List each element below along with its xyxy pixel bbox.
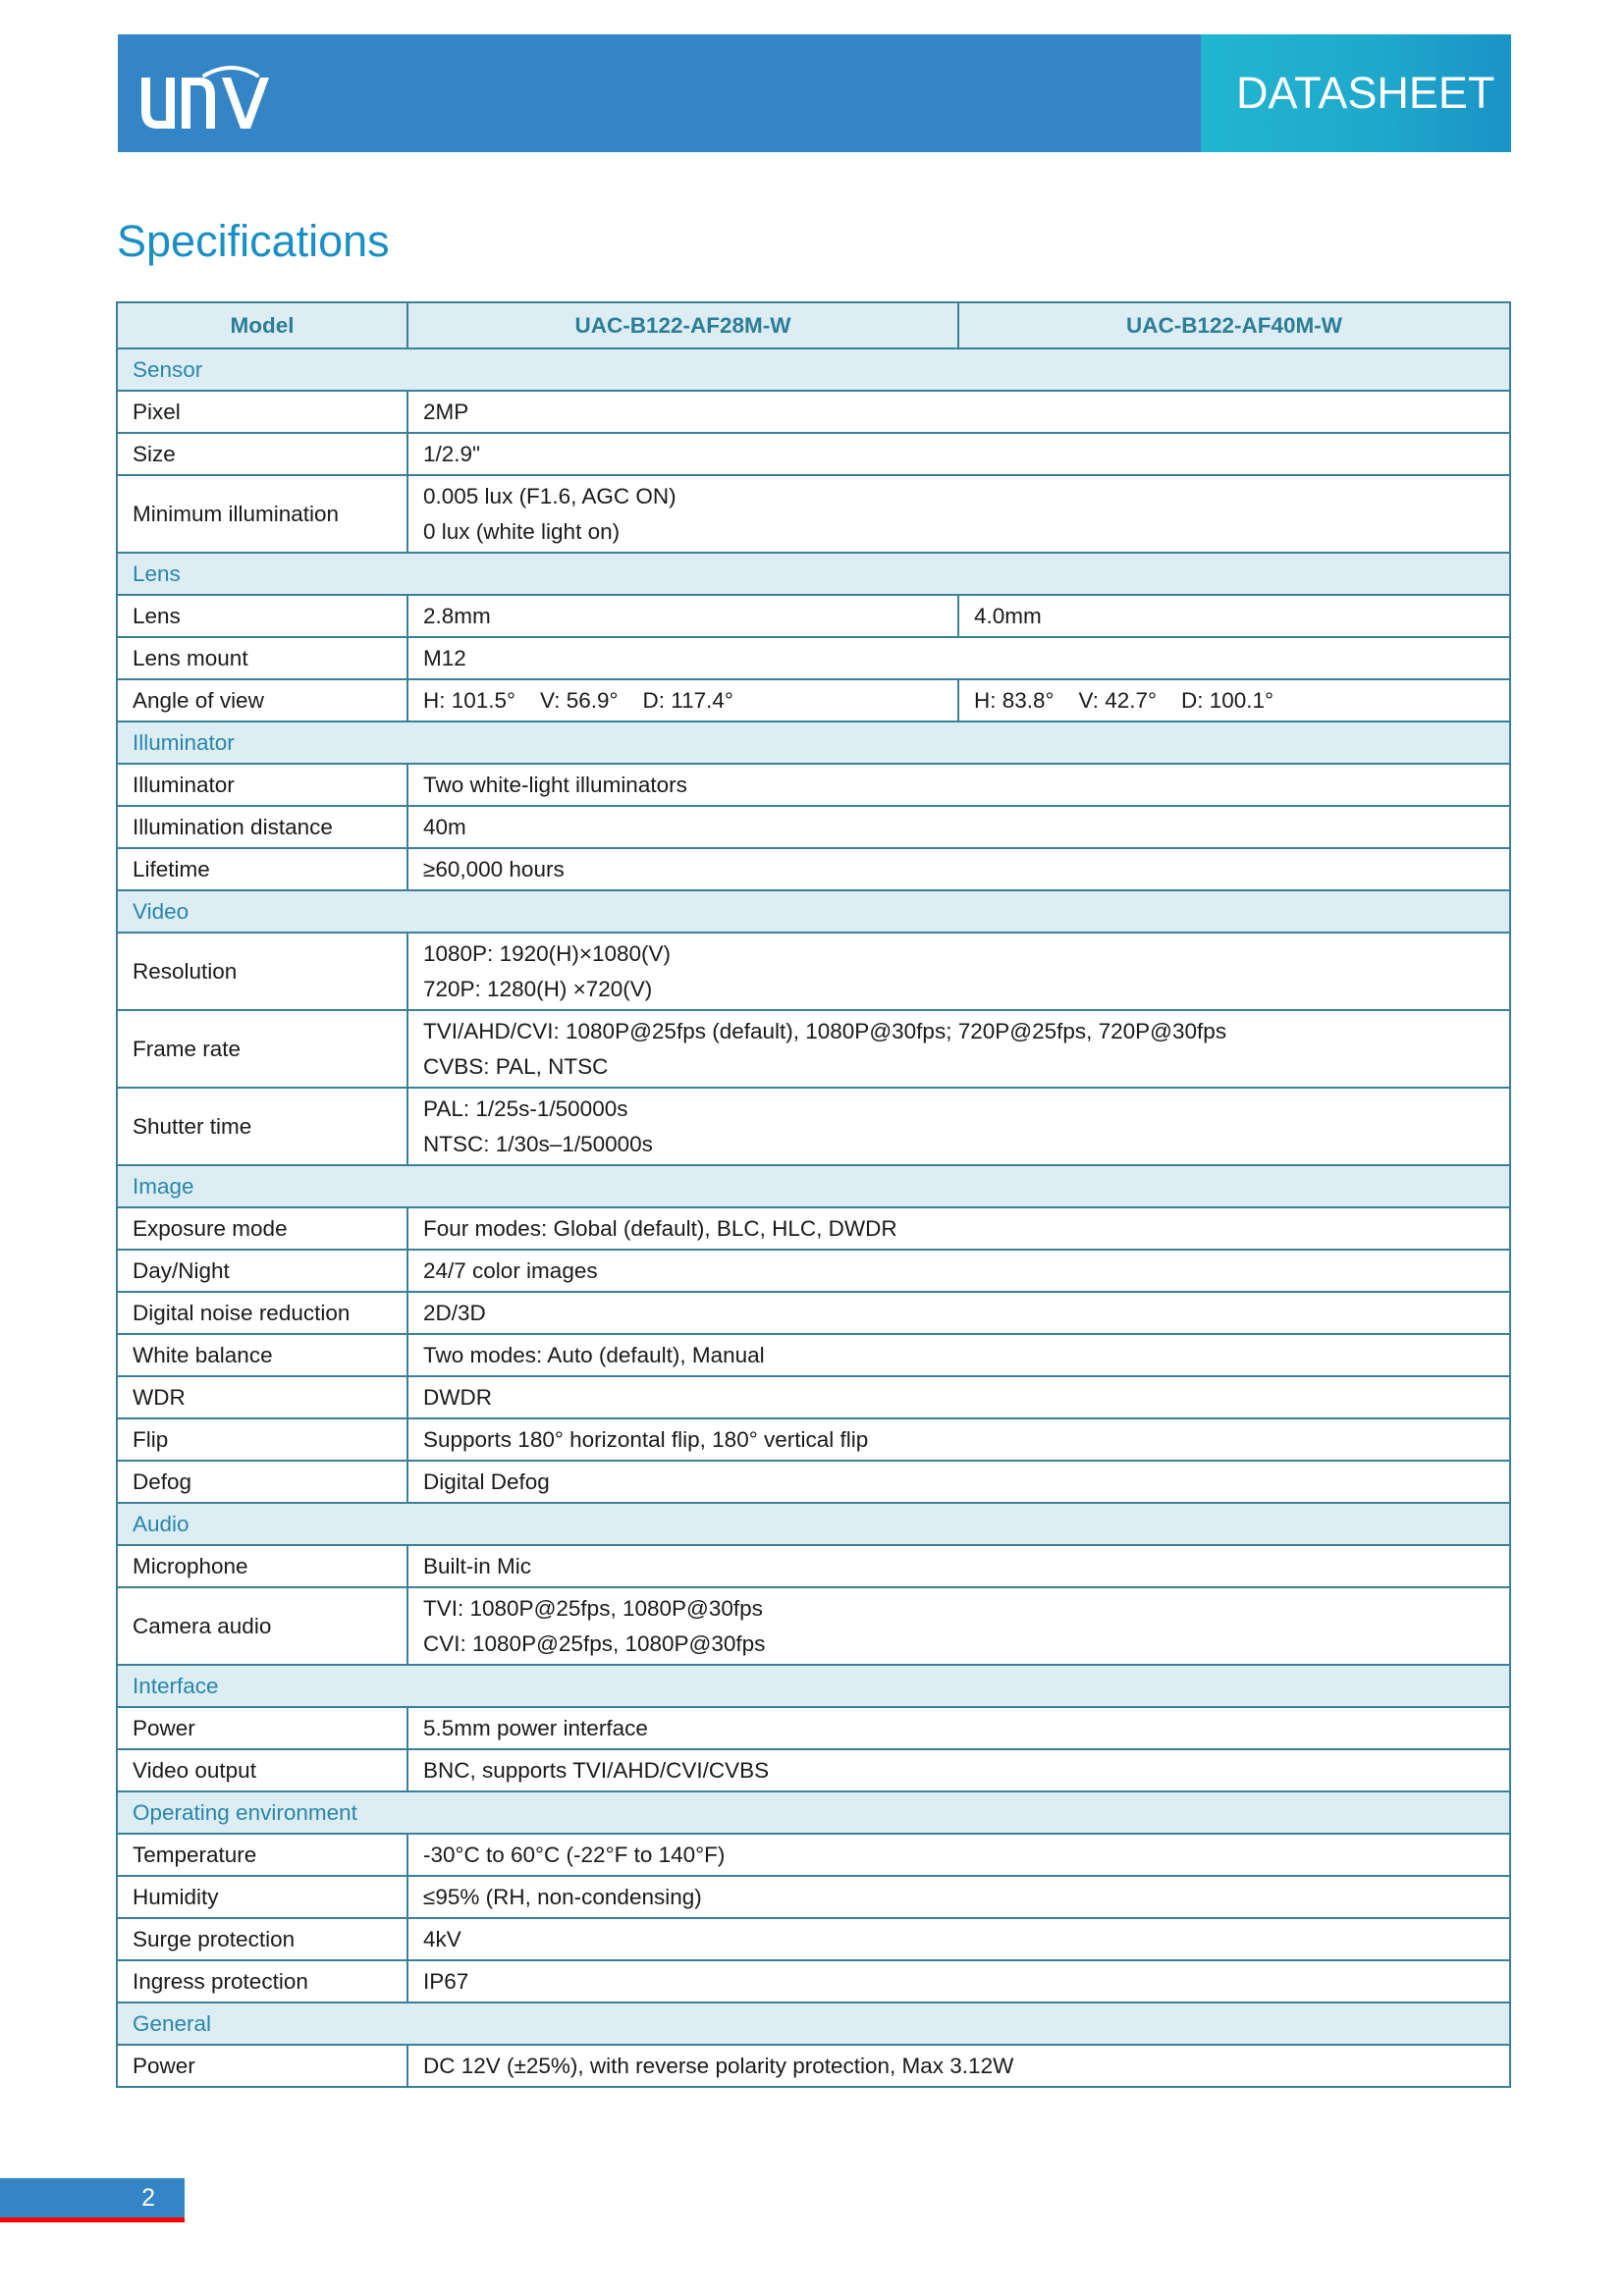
table-row	[117, 1545, 1510, 1587]
section-row	[117, 553, 1510, 595]
table-row	[117, 1334, 1510, 1376]
footer-accent-stripe	[0, 2217, 185, 2222]
spec-value-line: Two modes: Auto (default), Manual	[423, 1342, 765, 1367]
spec-label: Defog	[117, 1461, 407, 1503]
column-header: UAC-B122-AF28M-W	[407, 302, 958, 348]
table-row	[117, 1010, 1510, 1088]
spec-value	[407, 1292, 1510, 1334]
table-row	[117, 933, 1510, 1010]
spec-label: Temperature	[117, 1834, 407, 1876]
spec-label: Minimum illumination	[117, 475, 407, 553]
spec-value-line: Four modes: Global (default), BLC, HLC, DWDR	[423, 1215, 897, 1241]
table-row	[117, 1587, 1510, 1665]
spec-value-line: ≥60,000 hours	[423, 856, 565, 881]
spec-value-line: IP67	[423, 1968, 469, 1994]
column-header: UAC-B122-AF40M-W	[958, 302, 1510, 348]
spec-value-line: DC 12V (±25%), with reverse polarity protection, Max 3.12W	[423, 2053, 1014, 2078]
spec-value-line: CVI: 1080P@25fps, 1080P@30fps	[423, 1630, 766, 1656]
table-row	[117, 595, 1510, 637]
table-row	[117, 679, 1510, 721]
section-row	[117, 2002, 1510, 2045]
spec-value	[407, 1707, 1510, 1749]
spec-value: H: 83.8° V: 42.7° D: 100.1°	[958, 679, 1510, 721]
page-number: 2	[141, 2184, 155, 2212]
spec-label: Microphone	[117, 1545, 407, 1587]
spec-value-line: 5.5mm power interface	[423, 1715, 648, 1740]
spec-value	[407, 1876, 1510, 1918]
spec-label: Size	[117, 433, 407, 475]
spec-value-line: Supports 180° horizontal flip, 180° vertical flip	[423, 1426, 869, 1452]
spec-label: White balance	[117, 1334, 407, 1376]
spec-value: H: 101.5° V: 56.9° D: 117.4°	[407, 679, 958, 721]
spec-value	[407, 933, 1510, 1010]
spec-value	[407, 1587, 1510, 1665]
table-row	[117, 1461, 1510, 1503]
spec-label: Frame rate	[117, 1010, 407, 1088]
spec-value	[407, 391, 1510, 433]
datasheet-label: DATASHEET	[1236, 68, 1495, 118]
spec-label: Digital noise reduction	[117, 1292, 407, 1334]
section-title: General	[117, 2002, 1510, 2045]
spec-label: Ingress protection	[117, 1960, 407, 2002]
header-banner	[118, 34, 1511, 152]
spec-label: Power	[117, 2045, 407, 2087]
spec-value	[407, 1376, 1510, 1418]
spec-value	[407, 1834, 1510, 1876]
spec-value-line: Digital Defog	[423, 1468, 550, 1494]
spec-table-body	[117, 348, 1510, 2087]
spec-value	[407, 1250, 1510, 1292]
section-row	[117, 721, 1510, 764]
table-row	[117, 1292, 1510, 1334]
section-title: Audio	[117, 1503, 1510, 1545]
table-row	[117, 1207, 1510, 1250]
spec-label: Surge protection	[117, 1918, 407, 1960]
unv-logo-icon	[137, 54, 285, 133]
spec-value-line: 720P: 1280(H) ×720(V)	[423, 976, 653, 1001]
spec-value-line: M12	[423, 645, 466, 670]
column-header: Model	[117, 302, 407, 348]
spec-value	[407, 433, 1510, 475]
table-row	[117, 1250, 1510, 1292]
spec-label: Lifetime	[117, 848, 407, 890]
spec-label: Lens mount	[117, 637, 407, 679]
spec-value	[407, 2045, 1510, 2087]
spec-value-line: TVI: 1080P@25fps, 1080P@30fps	[423, 1595, 763, 1621]
spec-value	[407, 1960, 1510, 2002]
spec-label: Illuminator	[117, 764, 407, 806]
spec-label: Angle of view	[117, 679, 407, 721]
spec-value-line: 0 lux (white light on)	[423, 518, 621, 544]
spec-label: WDR	[117, 1376, 407, 1418]
table-row	[117, 1749, 1510, 1791]
spec-value	[407, 1334, 1510, 1376]
spec-value-line: 2D/3D	[423, 1300, 486, 1325]
spec-value-line: TVI/AHD/CVI: 1080P@25fps (default), 1080P@30fps; 720P@25fps, 720P@30fps	[423, 1018, 1227, 1043]
spec-value: 4.0mm	[958, 595, 1510, 637]
table-row	[117, 1834, 1510, 1876]
spec-value-line: 1080P: 1920(H)×1080(V)	[423, 940, 672, 966]
spec-value-line: 40m	[423, 814, 466, 839]
spec-label: Power	[117, 1707, 407, 1749]
spec-value-line: CVBS: PAL, NTSC	[423, 1053, 609, 1079]
spec-label: Day/Night	[117, 1250, 407, 1292]
spec-value-line: ≤95% (RH, non-condensing)	[423, 1884, 702, 1909]
spec-value	[407, 475, 1510, 553]
section-title: Lens	[117, 553, 1510, 595]
table-row	[117, 391, 1510, 433]
spec-value-line: 0.005 lux (F1.6, AGC ON)	[423, 483, 677, 508]
table-row	[117, 1918, 1510, 1960]
spec-label: Camera audio	[117, 1587, 407, 1665]
section-row	[117, 1791, 1510, 1834]
spec-value-line: Two white-light illuminators	[423, 772, 687, 797]
page-title: Specifications	[117, 216, 390, 266]
spec-value	[407, 1207, 1510, 1250]
table-row	[117, 764, 1510, 806]
section-row	[117, 1165, 1510, 1207]
page-footer	[0, 2178, 185, 2217]
spec-label: Exposure mode	[117, 1207, 407, 1250]
table-header-row	[117, 302, 1510, 348]
spec-value: 2.8mm	[407, 595, 958, 637]
spec-value-line: Built-in Mic	[423, 1553, 532, 1578]
spec-label: Video output	[117, 1749, 407, 1791]
table-row	[117, 806, 1510, 848]
section-row	[117, 348, 1510, 391]
datasheet-badge	[1201, 34, 1511, 152]
table-row	[117, 433, 1510, 475]
spec-value	[407, 848, 1510, 890]
section-title: Interface	[117, 1665, 1510, 1707]
table-row	[117, 637, 1510, 679]
section-row	[117, 1503, 1510, 1545]
section-title: Video	[117, 890, 1510, 933]
table-row	[117, 848, 1510, 890]
spec-value-line: NTSC: 1/30s–1/50000s	[423, 1131, 653, 1156]
spec-label: Pixel	[117, 391, 407, 433]
spec-value	[407, 1749, 1510, 1791]
spec-value	[407, 1418, 1510, 1461]
spec-value	[407, 1010, 1510, 1088]
table-row	[117, 1707, 1510, 1749]
table-row	[117, 1960, 1510, 2002]
spec-value	[407, 764, 1510, 806]
spec-value-line: 24/7 color images	[423, 1257, 598, 1283]
table-row	[117, 1418, 1510, 1461]
spec-value-line: PAL: 1/25s-1/50000s	[423, 1095, 628, 1121]
spec-value	[407, 1918, 1510, 1960]
spec-label: Flip	[117, 1418, 407, 1461]
spec-value	[407, 1545, 1510, 1587]
section-row	[117, 1665, 1510, 1707]
section-row	[117, 890, 1510, 933]
spec-value-line: 4kV	[423, 1926, 461, 1951]
spec-value	[407, 637, 1510, 679]
table-row	[117, 2045, 1510, 2087]
table-row	[117, 475, 1510, 553]
spec-label: Shutter time	[117, 1088, 407, 1165]
spec-value	[407, 1461, 1510, 1503]
spec-value-line: 2MP	[423, 399, 469, 424]
section-title: Illuminator	[117, 721, 1510, 764]
section-title: Operating environment	[117, 1791, 1510, 1834]
table-row	[117, 1876, 1510, 1918]
spec-value-line: DWDR	[423, 1384, 492, 1410]
table-row	[117, 1376, 1510, 1418]
spec-value-line: BNC, supports TVI/AHD/CVI/CVBS	[423, 1757, 770, 1783]
spec-value	[407, 1088, 1510, 1165]
spec-table	[116, 301, 1511, 2088]
section-title: Sensor	[117, 348, 1510, 391]
table-row	[117, 1088, 1510, 1165]
spec-label: Resolution	[117, 933, 407, 1010]
spec-label: Humidity	[117, 1876, 407, 1918]
section-title: Image	[117, 1165, 1510, 1207]
spec-label: Lens	[117, 595, 407, 637]
spec-value-line: 1/2.9"	[423, 441, 481, 466]
spec-value-line: -30°C to 60°C (-22°F to 140°F)	[423, 1842, 726, 1867]
spec-value	[407, 806, 1510, 848]
spec-label: Illumination distance	[117, 806, 407, 848]
